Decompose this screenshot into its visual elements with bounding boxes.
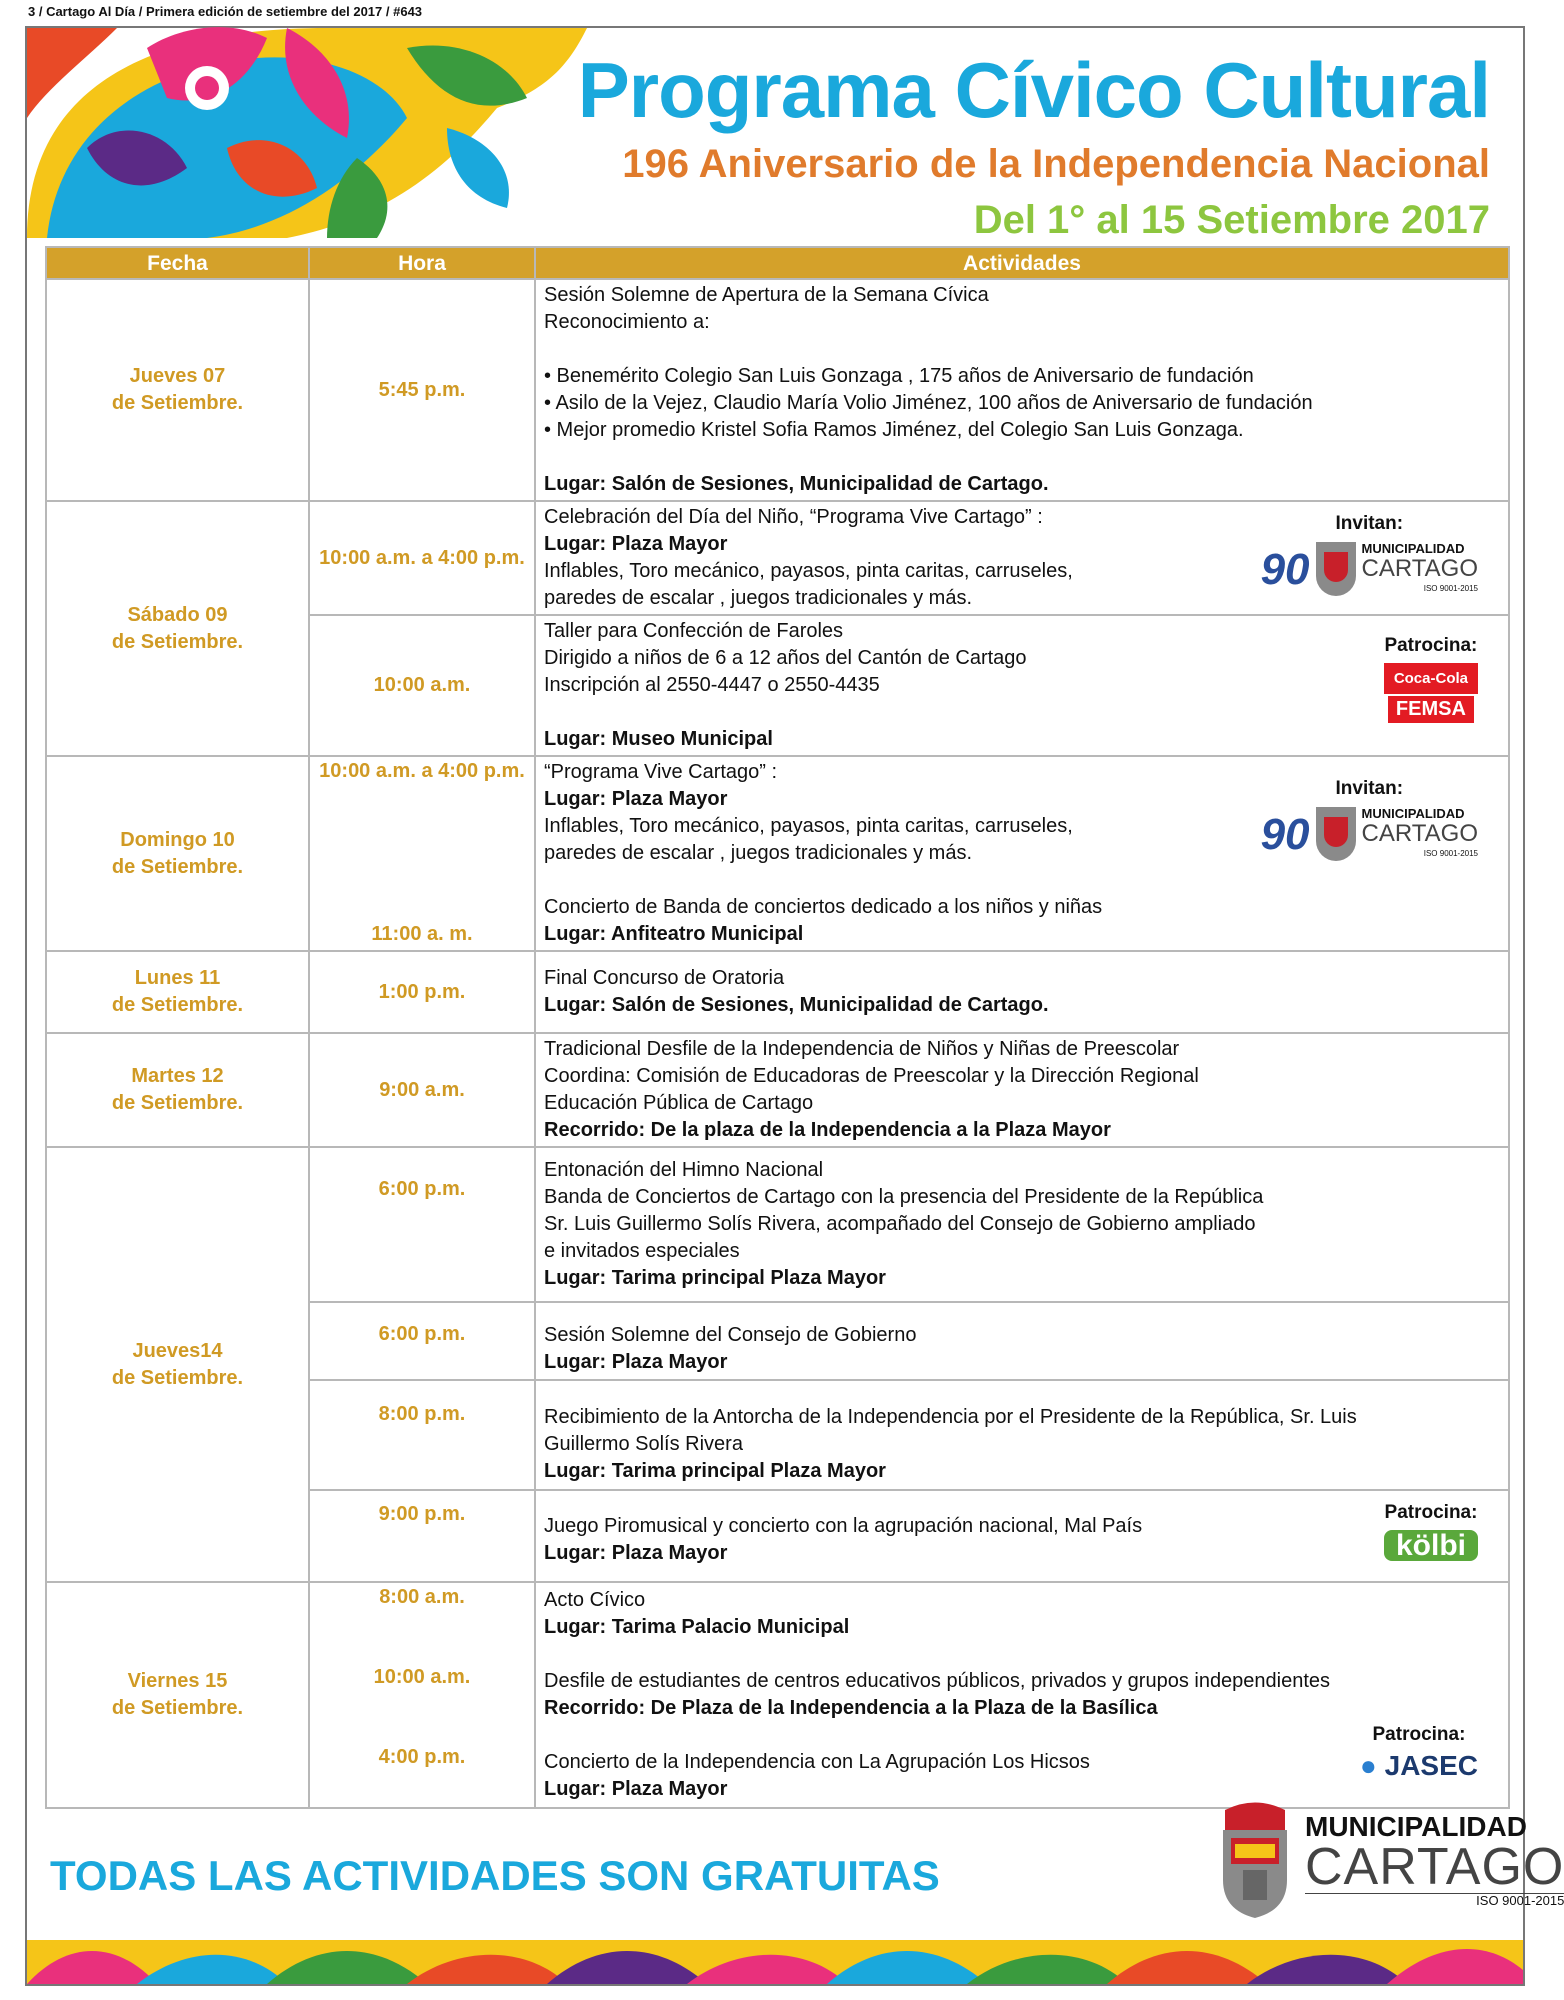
municipalidad-logo: MUNICIPALIDAD CARTAGO ISO 9001-2015 [1361,806,1478,858]
col-header-fecha: Fecha [46,247,309,279]
activity-location: Lugar: Museo Municipal [544,728,773,750]
activity-cell [535,1147,1509,1302]
coca-cola-logo: Coca-Cola [1384,663,1478,694]
floral-ornament [27,28,587,238]
floral-strip [27,1940,1523,1984]
time-value: 11:00 a. m. [371,923,473,945]
activity-cell [535,615,1509,756]
activity-line: • Benemérito Colegio San Luis Gonzaga , 175 años de Aniversario de fundación [544,365,1254,387]
edition-line: 3 / Cartago Al Día / Primera edición de setiembre del 2017 / #643 [28,4,423,19]
activity-location: Lugar: Plaza Mayor [544,1351,728,1373]
fecha-cell [46,279,309,501]
activity-line: Reconocimiento a: [544,311,710,333]
fecha-cell [46,501,309,756]
time-value: 10:00 a.m. [373,1666,471,1688]
time-value: 10:00 a.m. a 4:00 p.m. [319,760,525,782]
activity-line: Juego Piromusical y concierto con la agrupación nacional, Mal País [544,1515,1143,1537]
sponsor-logos [1261,541,1478,597]
table-row [46,951,1509,1033]
date-month: de Setiembre. [111,994,244,1016]
fecha-cell [46,951,309,1033]
patrocina-logos [1384,632,1478,723]
activity-cell [535,1302,1509,1380]
activity-line: paredes de escalar , juegos tradicionales y más. [544,842,973,864]
page-title: Programa Cívico Cultural [577,46,1490,134]
activity-location: Lugar: Salón de Sesiones, Municipalidad de Cartago. [544,473,1049,495]
col-header-actividades: Actividades [535,247,1509,279]
activity-location: Lugar: Plaza Mayor [544,788,728,810]
hora-cell: 10:00 a.m. [309,615,535,756]
activity-line: paredes de escalar , juegos tradicionales y más. [544,587,973,609]
header [578,44,1490,248]
activity-location: Lugar: Plaza Mayor [544,533,728,555]
kolbi-logo: kölbi [1384,1530,1478,1561]
hora-cell: 5:45 p.m. [309,279,535,501]
fecha-cell [46,1033,309,1147]
date-day: Martes 12 [131,1065,224,1087]
activity-line: Inflables, Toro mecánico, payasos, pinta caritas, carruseles, [544,815,1073,837]
table-row [46,1033,1509,1147]
table-row [46,756,1509,951]
activity-line: Banda de Conciertos de Cartago con la presencia del Presidente de la República [544,1186,1264,1208]
hora-cell: 6:00 p.m. [309,1302,535,1380]
sponsor-logos [1261,806,1478,862]
patrocina-label: Patrocina: [1372,1724,1466,1745]
activity-cell [535,1380,1509,1490]
activity-line: e invitados especiales [544,1240,740,1262]
patrocina-logos [1384,1499,1478,1563]
municipalidad-cartago-logo [1215,1800,1564,1920]
activity-line: Desfile de estudiantes de centros educativos públicos, privados y grupos independientes [544,1670,1331,1692]
date-month: de Setiembre. [111,392,244,414]
date-month: de Setiembre. [111,1697,244,1719]
activity-line: Inflables, Toro mecánico, payasos, pinta caritas, carruseles, [544,560,1073,582]
aniversario-90-logo: 90 [1260,809,1310,859]
patrocina-label: Patrocina: [1384,1502,1478,1523]
hora-cell: 9:00 a.m. [309,1033,535,1147]
activity-line: Inscripción al 2550-4447 o 2550-4435 [544,674,880,696]
activity-location: Lugar: Tarima Palacio Municipal [544,1616,850,1638]
date-day: Viernes 15 [127,1670,228,1692]
activity-location: Recorrido: De la plaza de la Independencia a la Plaza Mayor [544,1119,1111,1141]
date-month: de Setiembre. [111,1366,244,1389]
hora-cell: 9:00 p.m. [309,1490,535,1582]
activity-line: Acto Cívico [544,1589,646,1611]
activity-line: Sesión Solemne de Apertura de la Semana Cívica [544,284,989,306]
date-range: Del 1° al 15 Setiembre 2017 [973,198,1490,242]
activity-line: Concierto de Banda de conciertos dedicado a los niños y niñas [544,896,1103,918]
patrocina-label: Patrocina: [1384,635,1478,656]
date-day: Jueves14 [132,1339,223,1362]
table-row [46,501,1509,615]
activity-line: Sr. Luis Guillermo Solís Rivera, acompañado del Consejo de Gobierno ampliado [544,1213,1256,1235]
activity-line: Sesión Solemne del Consejo de Gobierno [544,1324,917,1346]
time-value: 4:00 p.m. [378,1746,466,1768]
activity-line: • Mejor promedio Kristel Sofia Ramos Jiménez, del Colegio San Luis Gonzaga. [544,419,1244,441]
activity-line: Entonación del Himno Nacional [544,1159,824,1181]
activity-line: Educación Pública de Cartago [544,1092,814,1114]
activity-cell [535,1582,1509,1808]
date-day: Lunes 11 [134,967,221,989]
activity-cell [535,501,1509,615]
activity-line: • Asilo de la Vejez, Claudio María Volio Jiménez, 100 años de Aniversario de fundación [544,392,1313,414]
invitan-label: Invitan: [1335,513,1404,534]
invitan-label: Invitan: [1335,778,1404,799]
shield-icon [1316,807,1356,861]
col-header-hora: Hora [309,247,535,279]
invitan-logos [1261,510,1478,597]
coat-of-arms-icon [1215,1800,1295,1920]
date-month: de Setiembre. [111,1092,244,1114]
free-activities-banner: TODAS LAS ACTIVIDADES SON GRATUITAS [50,1852,940,1899]
activity-location: Lugar: Tarima principal Plaza Mayor [544,1267,886,1289]
shield-icon [1316,542,1356,596]
table-row [46,1582,1509,1808]
time-value: 8:00 a.m. [379,1586,465,1608]
activity-location: Recorrido: De Plaza de la Independencia a la Plaza de la Basílica [544,1697,1158,1719]
activity-cell [535,951,1509,1033]
invitan-logos [1261,775,1478,862]
activity-location: Lugar: Plaza Mayor [544,1778,728,1800]
date-month: de Setiembre. [111,630,244,653]
date-day: Domingo 10 [120,828,235,851]
activity-line: Concierto de la Independencia con La Agrupación Los Hicsos [544,1751,1090,1773]
activity-cell [535,279,1509,501]
fecha-cell [46,756,309,951]
hora-cell: 8:00 p.m. [309,1380,535,1490]
activity-line: Dirigido a niños de 6 a 12 años del Cantón de Cartago [544,647,1027,669]
activity-cell [535,1490,1509,1582]
page-subtitle: 196 Aniversario de la Independencia Nacional [622,142,1490,186]
activity-line: Recibimiento de la Antorcha de la Independencia por el Presidente de la República, Sr. Luis [544,1405,1357,1428]
date-day: Sábado 09 [127,603,228,626]
patrocina-logos [1360,1721,1478,1783]
aniversario-90-logo: 90 [1260,544,1310,594]
hora-cell: 1:00 p.m. [309,951,535,1033]
table-row [46,279,1509,501]
activity-cell [535,756,1509,951]
hora-cell [309,1582,535,1808]
activity-line: Tradicional Desfile de la Independencia de Niños y Niñas de Preescolar [544,1038,1180,1060]
date-day: Jueves 07 [129,365,226,387]
activity-line: “Programa Vive Cartago” : [544,761,778,783]
activity-location: Lugar: Anfiteatro Municipal [544,923,804,945]
flame-icon: ● [1359,1750,1377,1781]
hora-cell: 6:00 p.m. [309,1147,535,1302]
table-row [46,1147,1509,1302]
activity-location: Lugar: Salón de Sesiones, Municipalidad de Cartago. [544,994,1049,1016]
activity-line: Final Concurso de Oratoria [544,967,785,989]
hora-cell [309,756,535,951]
activity-cell [535,1033,1509,1147]
activity-line: Guillermo Solís Rivera [544,1432,743,1455]
date-month: de Setiembre. [111,855,244,878]
fecha-cell [46,1582,309,1808]
fecha-cell [46,1147,309,1582]
table-header-row [46,247,1509,279]
jasec-logo: ● JASEC [1359,1750,1478,1781]
activity-location: Lugar: Tarima principal Plaza Mayor [544,1459,886,1482]
activity-location: Lugar: Plaza Mayor [544,1542,728,1564]
activity-line: Celebración del Día del Niño, “Programa Vive Cartago” : [544,506,1043,528]
femsa-logo: FEMSA [1388,696,1474,723]
schedule-table [45,246,1510,1809]
activity-line: Coordina: Comisión de Educadoras de Preescolar y la Dirección Regional [544,1065,1199,1087]
municipalidad-wordmark: MUNICIPALIDAD CARTAGO ISO 9001-2015 [1305,1811,1564,1908]
municipalidad-logo: MUNICIPALIDAD CARTAGO ISO 9001-2015 [1361,541,1478,593]
activity-line: Taller para Confección de Faroles [544,620,844,642]
hora-cell: 10:00 a.m. a 4:00 p.m. [309,501,535,615]
